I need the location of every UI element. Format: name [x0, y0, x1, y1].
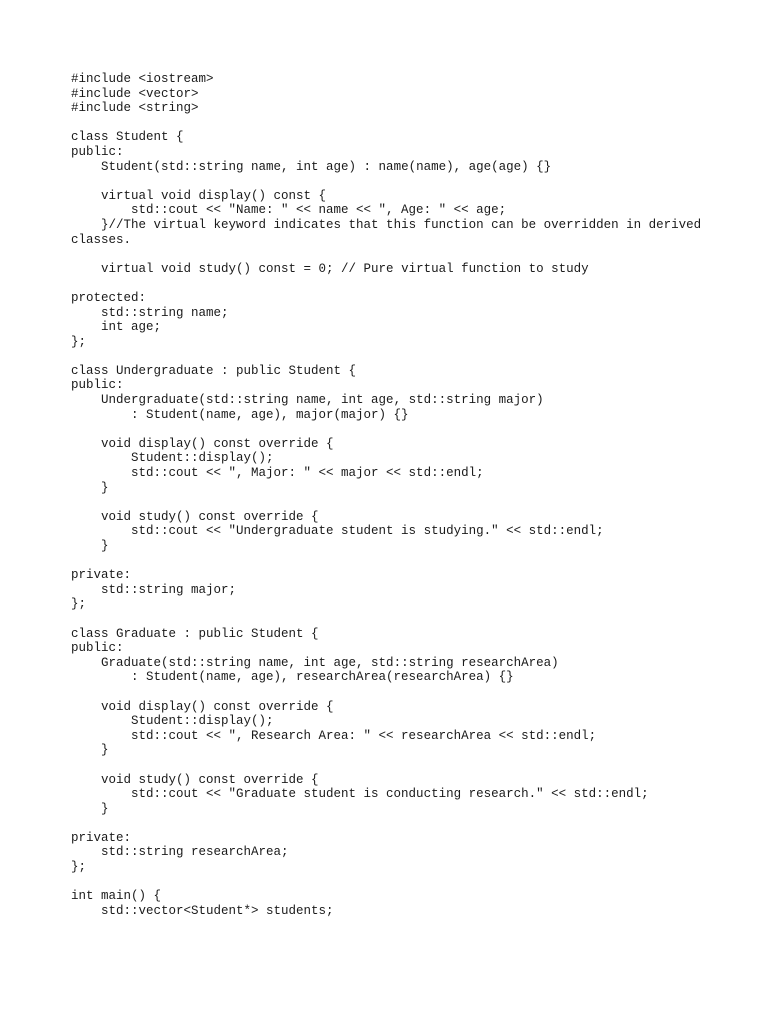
code-listing: #include <iostream> #include <vector> #include <string> class Student { public: Student(std::string name, int age) : name(name), age(age) {} virtual void display() const { std::cout << "Name: " << name << ", Age: " << age; }//The virtual keyword indicates that this function can be overridden in derived classes. virtual void study() const = 0; // Pure virtual function to study protected: std::string name; int age; }; class Undergraduate : public Student { public: Undergraduate(std::string name, int age, std::string major) : Student(name, age), major(major) {} void display() const override { Student::display(); std::cout << ", Major: " << major << std::endl; } void study() const override { std::cout << "Undergraduate student is studying." << std::endl; } private: std::string major; }; class Graduate : public Student { public: Graduate(std::string name, int age, std::string researchArea) : Student(name, age), researchArea(researchArea) {} void display() const override { Student::display(); std::cout << ", Research Area: " << researchArea << std::endl; } void study() const override { std::cout << "Graduate student is conducting research." << std::endl; } private: std::string researchArea; }; int main() { std::vector<Student*> students;: [71, 72, 702, 918]
document-page: [71, 72, 711, 918]
